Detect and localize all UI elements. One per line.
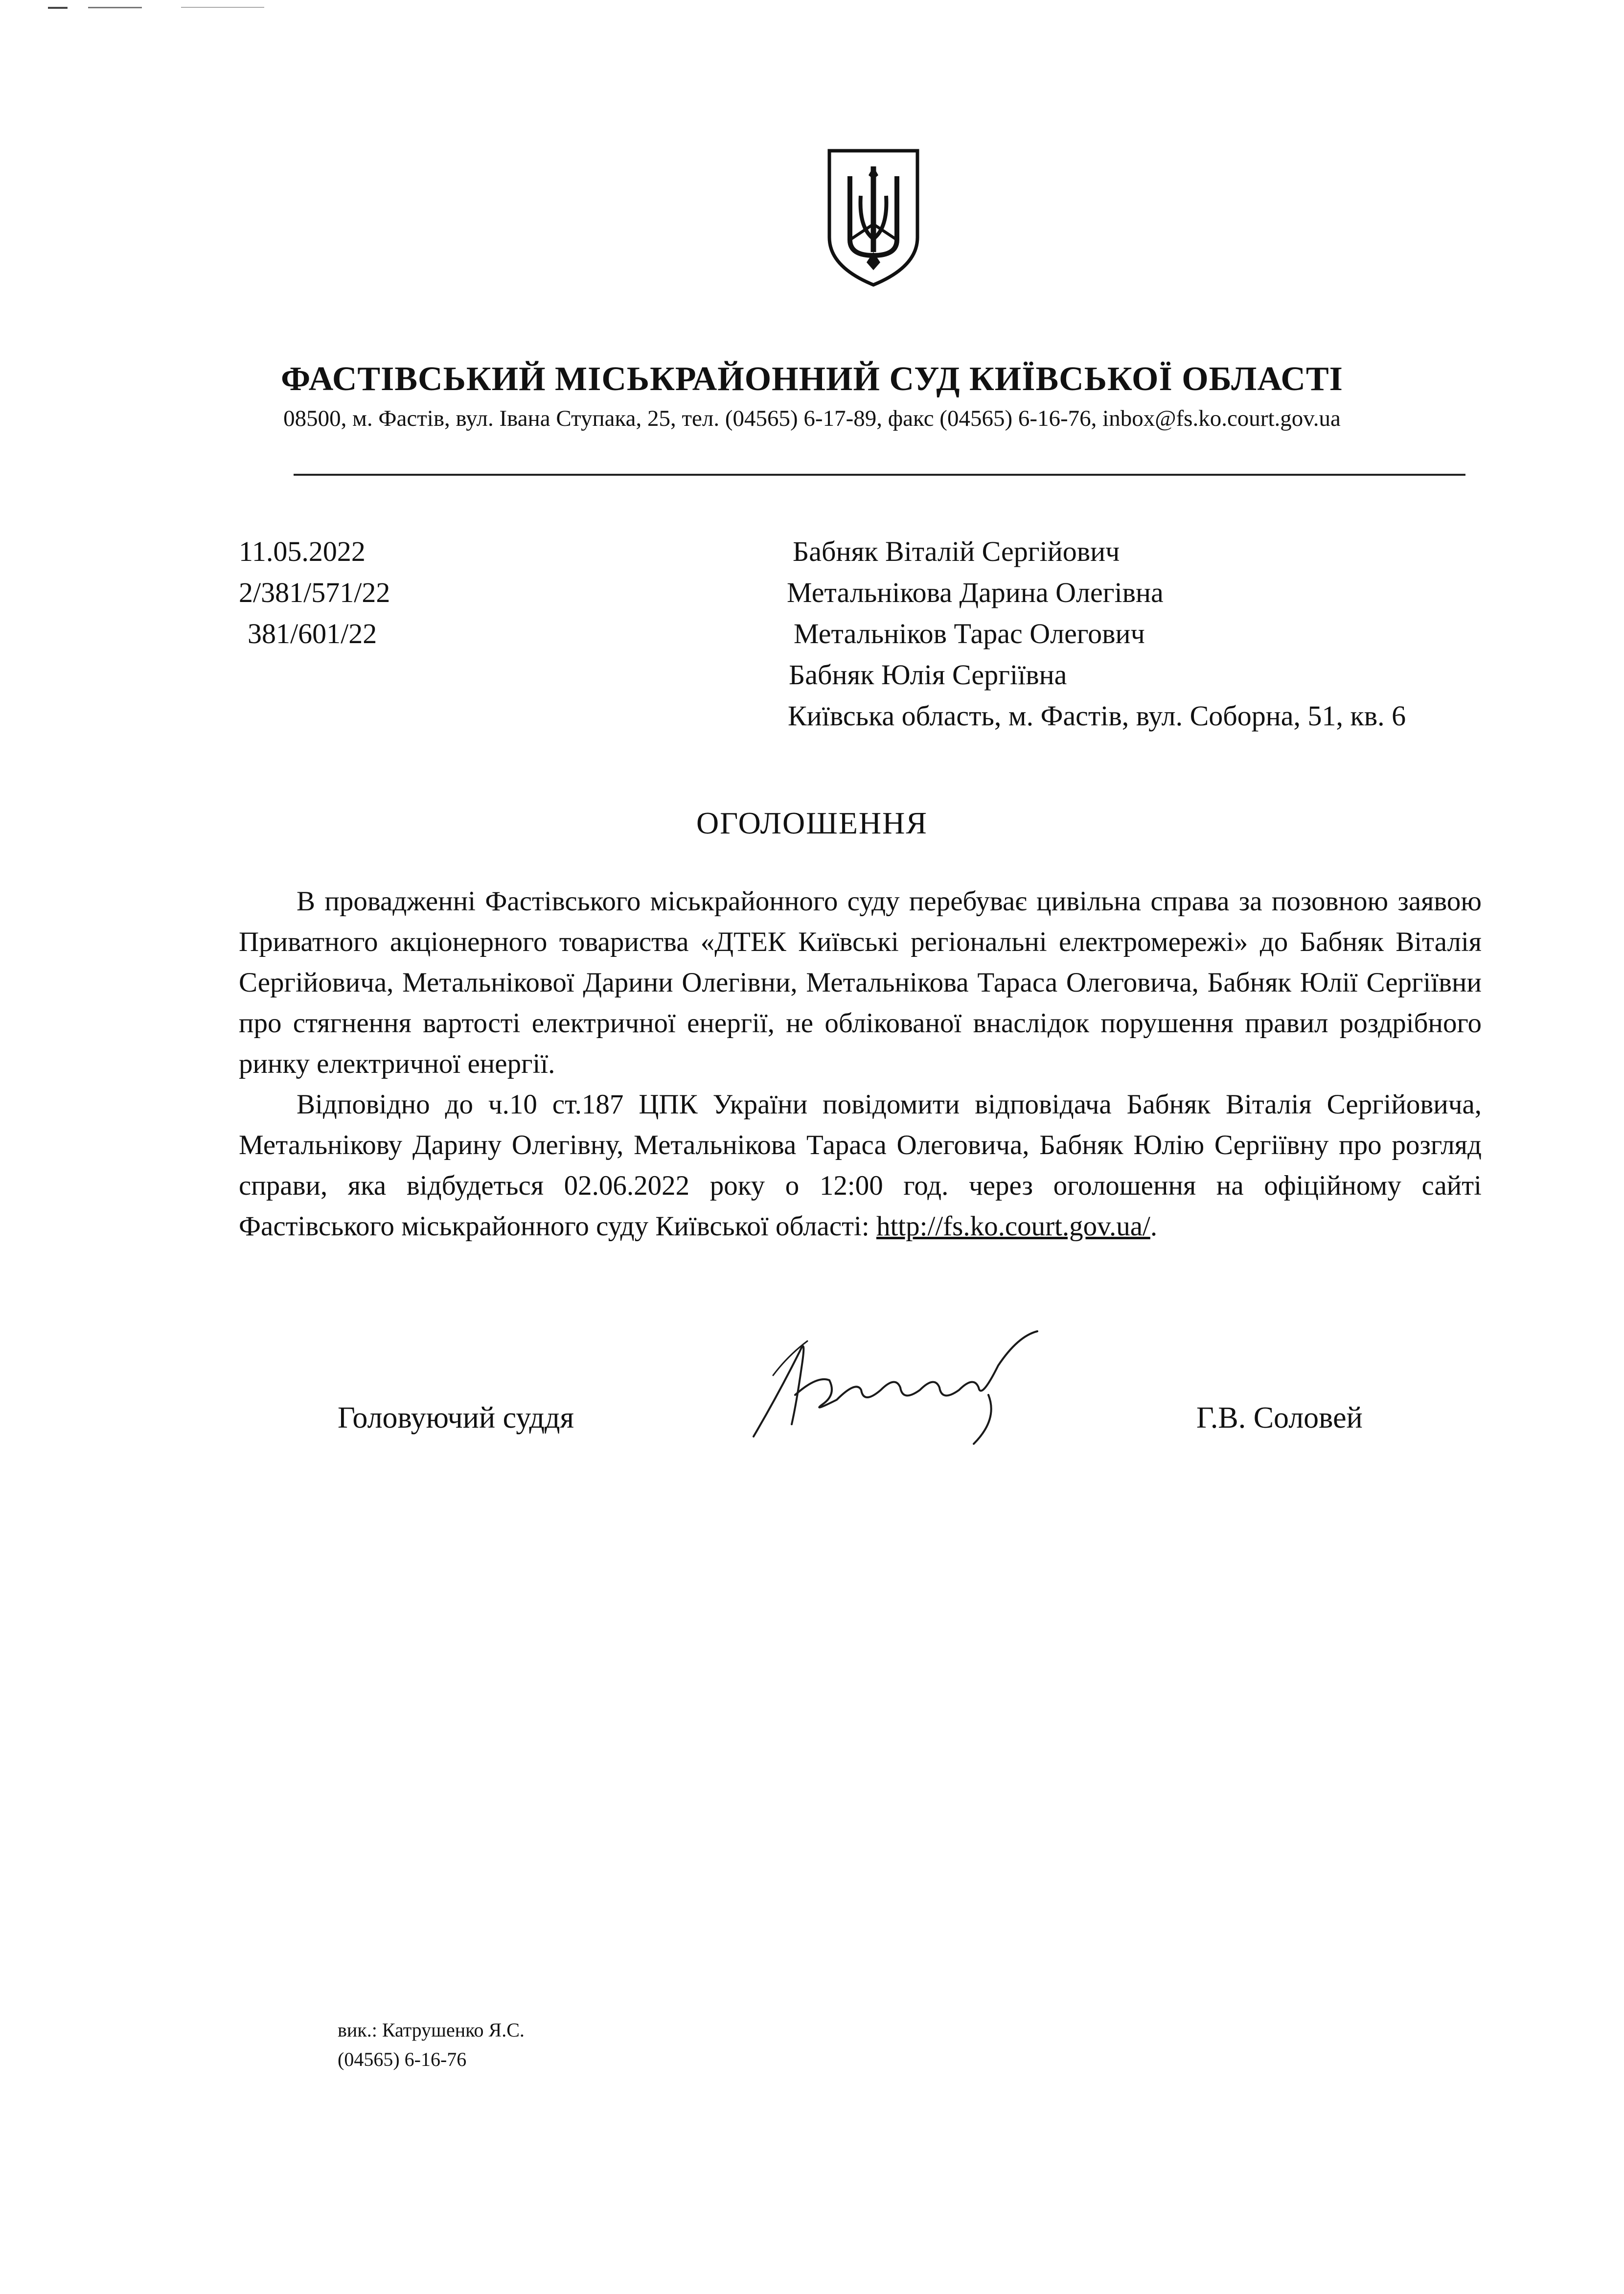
court-address: 08500, м. Фастів, вул. Івана Ступака, 25, тел. (04565) 6-17-89, факс (04565) 6-16-76, inbox@fs.ko.court.gov.ua — [283, 406, 1341, 431]
notice-paragraph — [239, 1084, 1482, 1247]
signatory-name: Г.В. Соловей — [1196, 1401, 1363, 1435]
notice-title: ОГОЛОШЕННЯ — [696, 806, 928, 840]
notice-paragraph: В провадженні Фастівського міськрайонного суду перебуває цивільна справа за позовною заявою Приватного акціонерного товариства «ДТЕК Київські регіональні електромережі» до Бабняк Віталія Сергійовича, Метальнікової Дарини Олегівни, Метальнікова Тараса Олеговича, Бабняк Юлії Сергіївни про стягнення вартості електричної енергії, не облікованої внаслідок порушення правил роздрібного ринку електричної енергії. — [239, 886, 1482, 1079]
recipient-name: Метальнікова Дарина Олегівна — [787, 577, 1164, 608]
document-meta — [239, 531, 390, 654]
recipient-name: Метальніков Тарас Олегович — [794, 618, 1145, 649]
court-website-link[interactable]: http://fs.ko.court.gov.ua/ — [876, 1211, 1150, 1242]
link-punctuation: . — [1150, 1211, 1158, 1242]
recipient-name: Бабняк Юлія Сергіївна — [789, 659, 1067, 691]
signatory-role: Головуючий суддя — [338, 1401, 574, 1435]
executor-phone: (04565) 6-16-76 — [338, 2048, 467, 2070]
recipient-name: Бабняк Віталій Сергійович — [793, 535, 1120, 567]
executor-name: вик.: Катрушенко Я.С. — [338, 2019, 525, 2041]
scan-artifact — [88, 7, 142, 8]
scan-artifact — [181, 7, 264, 8]
case-number: 2/381/571/22 — [239, 577, 390, 608]
header-divider — [294, 474, 1465, 476]
notice-paragraph-text: Відповідно до ч.10 ст.187 ЦПК України повідомити відповідача Бабняк Віталія Сергійовича, Метальнікову Дарину Олегівну, Метальнікова Тараса Олеговича, Бабняк Юлію Сергіївну про розгляд справи, яка відбудеться 02.06.2022 року о 12:00 год. через оголошення на офіційному сайті Фастівського міськрайонного суду Київської області: — [239, 1089, 1482, 1242]
coat-of-arms-icon — [824, 147, 922, 289]
recipients-block — [783, 531, 1406, 737]
court-name: ФАСТІВСЬКИЙ МІСЬКРАЙОННИЙ СУД КИЇВСЬКОЇ ОБЛАСТІ — [281, 360, 1343, 398]
notice-body — [239, 881, 1482, 1247]
scan-artifact — [48, 7, 68, 9]
recipient-address: Київська область, м. Фастів, вул. Соборна, 51, кв. 6 — [788, 700, 1406, 732]
handwritten-signature — [744, 1321, 1047, 1449]
footer-executor — [338, 2016, 525, 2074]
document-date: 11.05.2022 — [239, 535, 366, 567]
registration-number: 381/601/22 — [248, 618, 377, 649]
